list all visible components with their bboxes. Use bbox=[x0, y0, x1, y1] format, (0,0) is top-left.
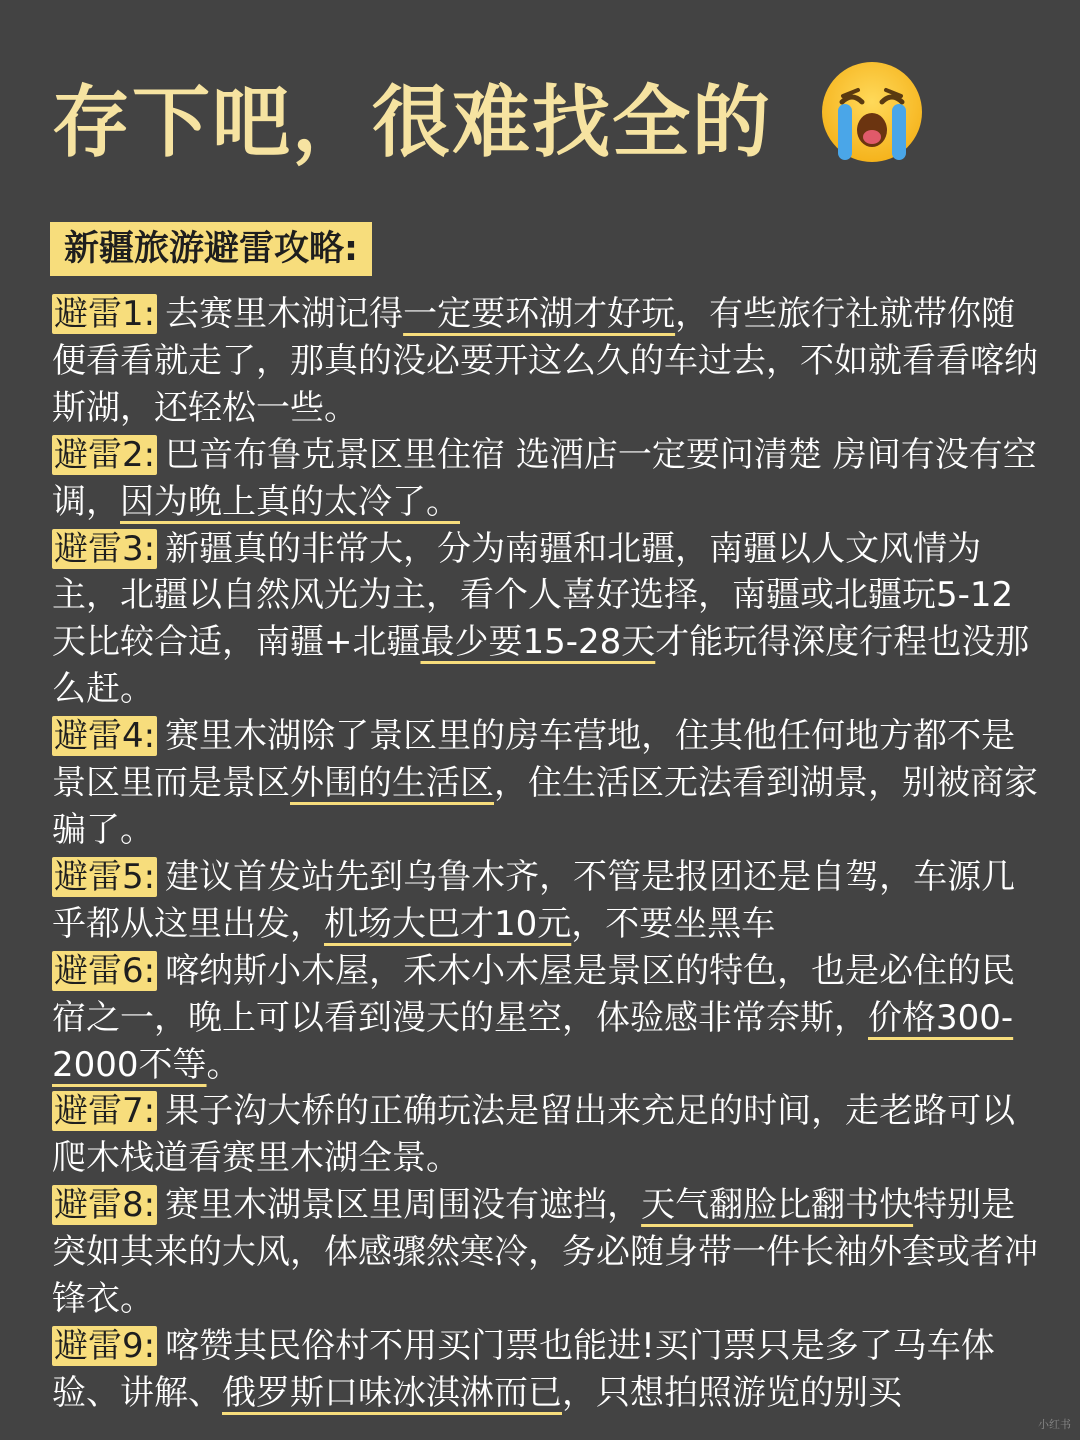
tip-text: 。 bbox=[206, 1044, 241, 1085]
tip-text: ，只想拍照游览的别买 bbox=[562, 1372, 902, 1413]
tip-item bbox=[52, 948, 1042, 1089]
tip-label: 避雷7: bbox=[54, 1091, 156, 1132]
tip-text: 巴音布鲁克景区里住宿 选酒店一定要问清楚 房间有没有空调， bbox=[52, 434, 1037, 522]
tips-list bbox=[52, 291, 1042, 1417]
tip-label: 避雷3: bbox=[54, 528, 156, 569]
page-title: 存下吧，很难找全的 bbox=[52, 78, 773, 168]
tip-text: 喀赞其民俗村不用买门票也能进!买门票只是多了马车体验、讲解、 bbox=[52, 1325, 995, 1413]
tip-item bbox=[52, 713, 1042, 854]
tip-highlight: 俄罗斯口味冰淇淋而已 bbox=[222, 1372, 562, 1413]
section-heading: 新疆旅游避雷攻略: bbox=[50, 222, 372, 276]
loudly-crying-face-icon bbox=[818, 58, 926, 166]
tip-highlight: 价格300-2000不等 bbox=[52, 997, 1014, 1085]
tip-label: 避雷6: bbox=[54, 950, 156, 991]
tip-text: ，有些旅行社就带你随便看看就走了，那真的没必要开这么久的车过去，不如就看看喀纳斯湖，还轻松一些。 bbox=[52, 294, 1038, 428]
tip-text: 去赛里木湖记得 bbox=[165, 294, 404, 334]
tip-text: ，住生活区无法看到湖景，别被商家骗了。 bbox=[52, 763, 1038, 850]
tip-item bbox=[52, 291, 1042, 432]
tip-highlight: 因为晚上真的太冷了。 bbox=[120, 481, 460, 522]
watermark: 小红书 bbox=[1038, 1418, 1071, 1431]
tip-item bbox=[52, 1323, 1042, 1417]
tip-label: 避雷8: bbox=[54, 1185, 156, 1226]
tip-text: 才能玩得深度行程也没那么赶。 bbox=[52, 622, 1030, 710]
tip-item bbox=[52, 854, 1042, 948]
tip-label: 避雷2: bbox=[54, 434, 156, 475]
tip-item bbox=[52, 1088, 1042, 1182]
tip-highlight: 天气翻脸比翻书快 bbox=[641, 1185, 914, 1226]
tip-highlight: 一定要环湖才好玩 bbox=[403, 294, 676, 334]
tip-label: 避雷1: bbox=[54, 294, 156, 334]
tip-text: 果子沟大桥的正确玩法是留出来充足的时间，走老路可以爬木栈道看赛里木湖全景。 bbox=[52, 1091, 1016, 1179]
tip-item bbox=[52, 526, 1042, 714]
tip-text: 赛里木湖除了景区里的房车营地，住其他任何地方都不是景区里而是景区 bbox=[52, 716, 1016, 804]
tip-label: 避雷4: bbox=[54, 716, 156, 757]
tip-label: 避雷5: bbox=[54, 856, 156, 897]
tip-text: 新疆真的非常大，分为南疆和北疆，南疆以人文风情为主，北疆以自然风光为主，看个人喜好选择，南疆或北疆玩5-12天比较合适，南疆+北疆 bbox=[52, 528, 1014, 663]
tip-highlight: 机场大巴才10元 bbox=[324, 903, 572, 944]
tip-text: 特别是突如其来的大风，体感骤然寒冷，务必随身带一件长袖外套或者冲锋衣。 bbox=[52, 1185, 1038, 1320]
tip-item bbox=[52, 1182, 1042, 1323]
tip-item bbox=[52, 432, 1042, 526]
tip-label: 避雷9: bbox=[54, 1325, 156, 1366]
tip-text: ，不要坐黑车 bbox=[571, 903, 776, 944]
tip-text: 喀纳斯小木屋，禾木小木屋是景区的特色，也是必住的民宿之一，晚上可以看到漫天的星空，体验感非常奈斯， bbox=[52, 950, 1016, 1038]
tip-text: 建议首发站先到乌鲁木齐，不管是报团还是自驾，车源几乎都从这里出发， bbox=[52, 856, 1016, 944]
tip-text: 赛里木湖景区里周围没有遮挡， bbox=[165, 1185, 642, 1226]
tip-highlight: 外围的生活区 bbox=[290, 763, 494, 804]
tip-highlight: 最少要15-28天 bbox=[420, 622, 656, 663]
